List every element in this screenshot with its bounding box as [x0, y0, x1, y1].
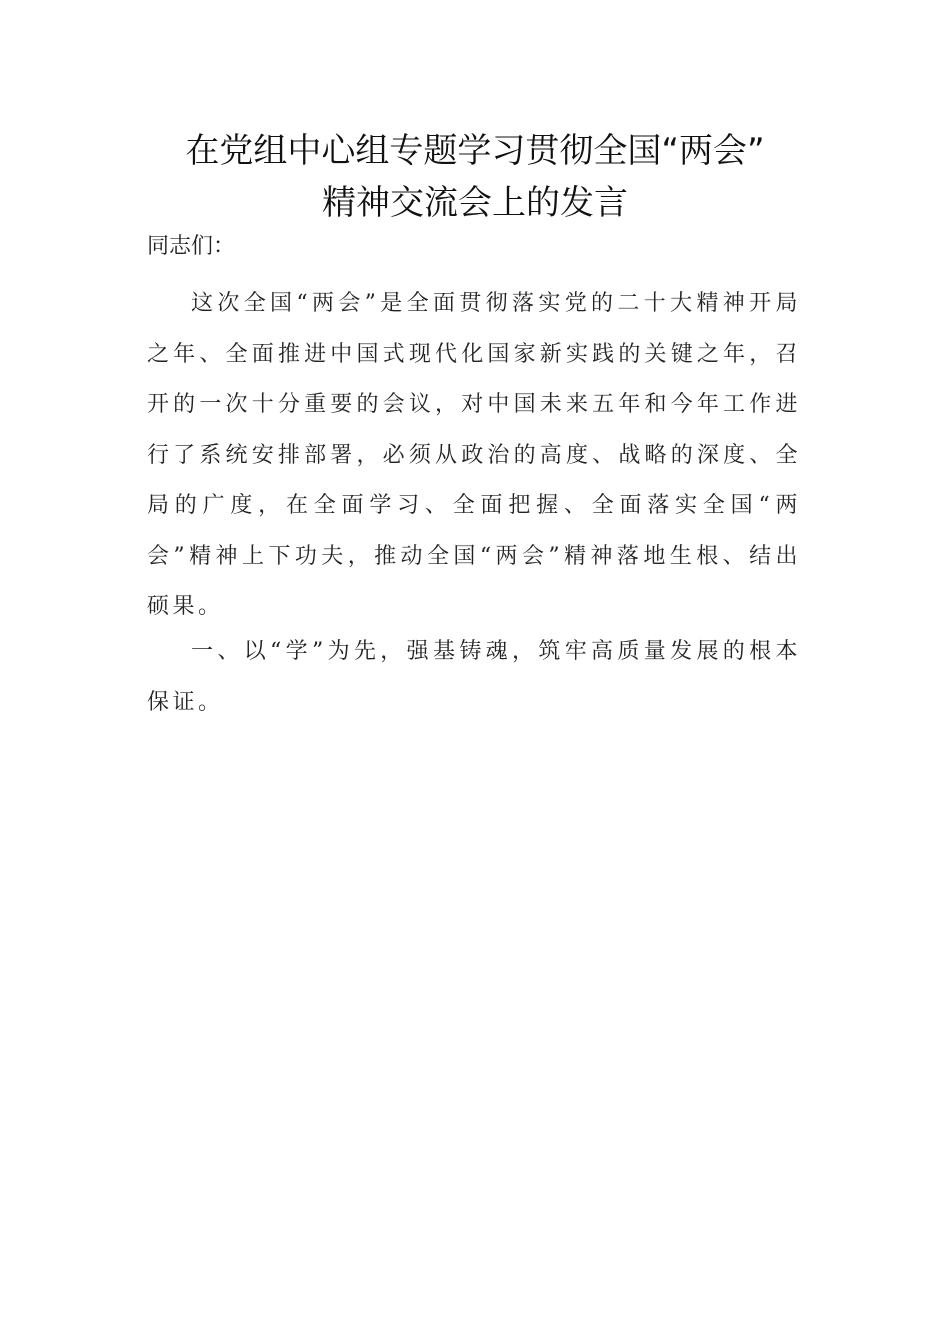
body-paragraph-intro: 这次全国“两会”是全面贯彻落实党的二十大精神开局之年、全面推进中国式现代化国家新实践的关键之年，召开的一次十分重要的会议，对中国未来五年和今年工作进行了系统安排部署，必须从政治的高度、战略的深度、全局的广度，在全面学习、全面把握、全面落实全国“两会”精神上下功夫，推动全国“两会”精神落地生根、结出硕果。 — [147, 291, 801, 619]
salutation: 同志们： — [147, 234, 236, 259]
section-heading-1: 一、以“学”为先，强基铸魂，筑牢高质量发展的根本保证。 — [147, 639, 801, 715]
document-title-line-2: 精神交流会上的发言 — [322, 183, 628, 223]
document-title-line-1: 在党组中心组专题学习贯彻全国“两会” — [185, 131, 765, 171]
